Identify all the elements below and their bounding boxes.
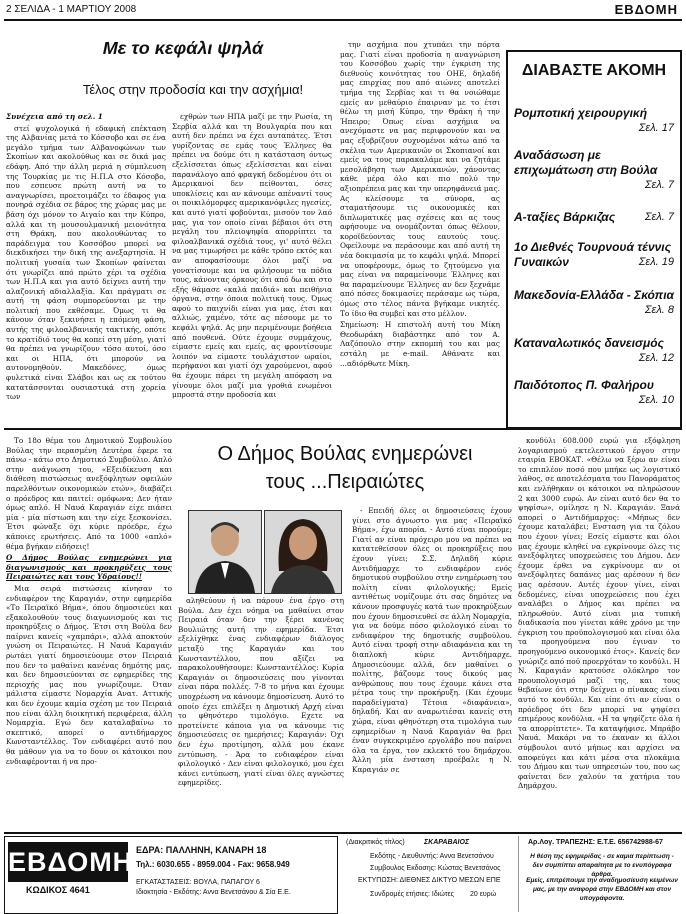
read-more-item-page: Σελ. 19: [638, 256, 674, 268]
article2-colC-text: - Επειδή όλες οι δημοσιεύσεις έχουν γίνει στο άγνωστο για μας «Πειραϊκό Βήμα», έχω απορία. - Αυτό είναι πορούμε; Γιατί αν είναι πρόχειρο μου να πρέπει να κατατεθείσουν όλες οι προκηρύξεις που έχουν γίνει; Σ.Σ. Δηλαδή κύριε Αντιδήμαρχε το ενδιαφέρον ενός δημοτικού συμβούλου στην ενημέρωση του πολίτη είναι φιλολογικής; Εμείς αντιθέτως νομίζουμε ότι σας δημότες να κάνουν προσφυγές κατά των προκηρύξεων που έχουν δημοσιευθεί σε άλλη Νομαρχία, για να δούμε πόσο φιλολογικό είναι το ενδιαφέρον της δημοτικής συμβούλου. Αυτό είναι τροφή στην αδιαφάνεια και τη διαπλοκή κύριε Αντιδήμαρχε. Δημοσιεύουμε αλλά, δεν μαθαίνει ο πολίτης, βάζουμε τους δικούς μας ανθρώπους που τους έχουμε κάνει στα μέτρα τους την προκήρυξη. (Και έχουμε παραδείγματα) Τέτοια «διαφάνεια», δηλαδή. Και αν αναρωτιέσαι κανείς στη χώρα, είναι φθηνότερη στα τιμολόγια των εφημερίδων η Ναυά Καραγιάν θα βρει έναν συγκεκριμένο εργολάβο που παίρνει όλα τα έργα, τον εκλεκτό του δημάρχου. Άλλη μία ένσταση προέβαλε η Ν. Καραγιάν σε: [352, 506, 512, 775]
footer-phones: Τηλ.: 6030.655 - 8959.004 - Fax: 9658.949: [136, 860, 290, 869]
read-more-item-title: Καταναλωτικός δανεισμός: [514, 336, 664, 350]
article2-colB-text: αληθεύουν ή να πάρουν ένα έργο στη Βούλα. Δεν έχει νόημα να μαθαίνει στον Πειραιά όταν δεν την ξέρει κανένας Βουλιώτης αυτή την εφημερίδα. Έτσι εξελίχθηκε ένας ενδιαφέρων διάλογος μεταξύ της Καραγιάν και του Κωνσταντέλλου, που αξίζει να παρακολουθήσουμε: Κωνσταντέλλος: Κυρία Καραγιάν οι δημοσιεύσεις που γίνονται είναι πάρα πολλές. 7-8 το μήνα και έχουμε υποχρέωση να κάνουμε δημοσίευση. Αυτό το οποίο έχει επιλέξει η Δημοτική Αρχή είναι το φθηνότερο τιμολόγιο. Εχετε να προτείνετε κάποια για να κάνουμε τις δημοσιεύσεις σε ημερήσιες; Καραγιάν: Όχι δεν έχω προτίμηση, αλλά μου έκανε εντύπωση. - Άρα το ενδιαφέρον είναι φιλολογικό - Δεν είναι φιλολογικό, μου έχει κάνει εντύπωση, γιατί είναι όλες αγνώστες εφημερίδες.: [178, 596, 344, 788]
read-more-box: [506, 50, 682, 429]
read-more-item-page: Σελ. 8: [644, 304, 674, 316]
read-more-item-title: Παιδότοπος Π. Φαλήρου: [514, 378, 654, 392]
article1-column-1: [6, 112, 166, 422]
article1-note: Σημείωση: Η επιστολή αυτή του Μίκη Θεοδωράκη διαβάστηκε από τον Α. Λαζόπουλο στην εκπομπή του και μας εστάλη με e-mail. Αθάνατε και ...αδιόρθωτε Μίκη.: [340, 320, 500, 368]
article1-col1-text: στεί ψυχολογικά ή εδαφική επέκταση της Αλβανίας μετά το Κόσσοβο και σε ένα μεγάλο τμήμα των Αλβανοφώνων των Σκοπίων και ακολούθως και σε δικά μας εδάφη. Από την άλλη μεριά η σύμπλευση της Τουρκίας με τις Η.Π.Α στο Κόσοβο, που εσπευσε πρώτη αυτή να το αναγνωρίσει, προετοιμάζει το έδαφος για πονηρά σχέδια σε βάρος της χώρας μας με βάση όχι μόνον το Αιγαίο και την Κύπρο, αλλά και τη μουσουλμανική μειονότητα στη Θράκη, που ακολουθώντας το παράδειγμα του Κοσσόβου μπορεί να διεκδικήσει την δική της ανεξαρτησία. Η πολιτική γυσαία των Σκοπίων φαίνεται ότι γνωρίζει από πρώτο χέρι τα σχέδια των Η.Π.Α και για αυτό δείχνει αυτή την αλαζονική αδιαλλαξία. Και πράγματι σε αυτή τη φάση συμπορεύονται με την πολιτική που εκθέσαμε. Όμως τι θα κάνουν όταν ξεκινήσει η επόμενη φάση, αυτής της φιλοαλβανικής τακτικής, οπότε το κρατίδιό τους θα κοπεί στη μέση, γιατί θα πρέπει να γνωρίζουν τόσο αυτοί, όσο και οι ΗΠΑ, ότι μπορούν να αυτονομηθούν. Μακεδόνες, όμως φυλετικά είναι Σλάβοι και ως εκ τούτου κατατάσσονται ουσιαστικά στη χορεία των: [6, 123, 166, 402]
photo-man: [188, 510, 262, 594]
article1-col2-text: εχθρών των ΗΠΑ μαζί με την Ρωσία, τη Σερβία αλλά και τη Βουλγαρία που και αυτή δεν πρέπει να έχει αυταπάτες. Έτσι γυρίζοντας σε εμάς τους Έλληνες θα πρέπει να δούμε ότι η κατάσταση όντως εξελίσσεται όπως εξελίσσεται και είναι παρανάλογο από φραγκή δεδομένου ότι οι Αμερικανοί δεν πείθονται, όσες υποκλίσεις και αν κάνουμε απέναντί τους οι ποικιλόμορφες αμερικανόφιλες ηγεσίες, και αυτό γιατί φοβούνται, μισούν τον λαό μας, για τον οποίο είναι βέβαιοι ότι στη μεγάλη του πλειοψηφία απορρίπτει τα φιλοαλβανικά σχέδιά τους, γι' αυτό θέλει να μας τιμωρήσει με κάθε τρόπο εκτός και αν αποφασίσουμε όλοι μαζί να γονατίσουμε και να φιλήσουμε τα πόδια τους, κάνοντας όρκους ότι από δω και στο εξής θάμασε «καλά παιδιά» και πειθήνια όργανα, στην όποια πολιτική τους. Όμως αφού το παιχνίδι είναι για μας, έτσι και αλλιώς, χαμένο, τότε ας πέσουμε με το κεφάλι ψηλά. Ας μην περιμένουμε βοήθεια από πουθενά. Ούτε έχουμε συμμάχους, είμαστε εμείς και εμείς, ας φροντίσουμε λοιπόν να είμαστε τουλάχιστον ωραίοι, περήφανοι και γιατί όχι χαρούμενοι, αφού θα έχουμε πάρει τη μεγάλη απόφαση να γίνουμε όλοι μαζί μια γροθιά ενωμένοι μπροστά στην προδοσία και: [172, 112, 332, 400]
footer-address: ΕΔΡΑ: ΠΑΛΛΗΝΗ, ΚΑΝΑΡΗ 18: [136, 845, 267, 855]
article2-headline-line2: τους ...Πειραιώτες: [265, 471, 425, 493]
footer-owner: Ιδιοκτησία - Εκδότης: Αννα Βενετσάνου & Σία Ε.Ε.: [136, 889, 291, 896]
article1-column-3: [340, 40, 500, 422]
photo-man-graphic: [189, 511, 261, 593]
article2-colD-text: κονδύλι 608.000 ευρώ για εξόφληση λογαριασμού εκτελεστικού έργου στην εταιρία ΕΒΟΚΑΤ. «Θέλω να ξέρω αν είναι το επιπλέον ποσό που μπήκε ως λογιστικό λάθος, σε αποτελέσματα του Πανοράματος και ενλήθηκαν οι κάτοικοι να πληρώσουν 2 και 3000 ευρώ. Αν είναι αυτό δεν θα το ψηφίσω», ομίλησε η Ν. Καραγιάν. Ξανά απορεί ο Αντιδήμαρχος: «Μήπως δεν έχουμε καταλάβει; Ενσταση για τα ζόλου που έχουν γίνει; Εσείς είμαστε και όλοι μας έχουμε κληθεί να εγκρίνουμε όλες τις ανεξόφλητες υποχρεώσεις του Δήμου. Δεν έχουμε έρθει να εγκρίνουμε αν οι ανεξόφλητες δαπάνες μας αρέσουν ή δεν μας αρέσουν. Αυτές έχουν γίνει, είναι δεδομένες, είναι υποχρεώσεις που έχει αναλάβει ο Δήμος και πρέπει να πληρωθούν. Αυτό είναι μια τυπική διαδικασία που γίνεται κάθε χρόνο με την έγκριση του προϋπολογισμού και είναι όλα τα προηγούμενα που έγιναν το προηγούμενο οικονομικό έτος». Κανείς δεν γνώριζε από πού προερχόταν το κονδύλι. Η Ν. Καραγιάν κρατούσε ολόκληρο τον προυπολογισμό μαζί της, και τους θεβαίωνε ότι στην δείχνει ο πίνακας είναι αυτό το κονδύλι. Και είπε ότι αν είναι ο πρόεδρος ότι δεν μπορεί να ψηφίσει επιμέρους κονδύλια. «Η τα ψηφίζετε όλα ή τα απορρίπτετε». Τα καταψήφισε. Μπράβο Ναυά. Μακάρι να το έκαναν κι άλλοι σύμβουλοι αυτό μήπως και αρχίσει να αποφεύγει και κάτι μέσα στα πλοκάμια του Δήμου και των υπηρεσιών του, που ως φαίνεται δεν χαλούν τα χατήρια του Δημάρχου.: [518, 436, 680, 791]
article2-headline: [180, 440, 510, 496]
read-more-title: ΔΙΑΒΑΣΤΕ ΑΚΟΜΗ: [521, 62, 667, 79]
article2-colA-highlight: Ο Δήμος Βούλας ενημερώνει για διαγωνισμούς και προκηρύξεις τους Πειραιώτες και τους Υδραίους!!: [6, 553, 172, 582]
header-rule: [4, 19, 682, 21]
read-more-item-page: Σελ. 17: [638, 122, 674, 134]
article1-headline: Με το κεφάλι ψηλά: [102, 38, 264, 58]
read-more-item[interactable]: [514, 336, 674, 366]
footer-rule: [4, 832, 682, 834]
footer-title-value: ΣΚΑΡΑΒΑΙΟΣ: [424, 839, 470, 846]
read-more-item-title: Αναδάσωση με επιχωμάτωση στη Βούλα: [514, 148, 658, 177]
footer-logo: ΕΒΔΟΜΗ: [8, 842, 128, 882]
article2-column-2: [178, 596, 344, 830]
footer-advisor: Συμβουλος Εκδοσης: Κώστας Βενετσάνος: [370, 865, 501, 872]
article2-colA2-text: Μια σειρά πιστώσεις κίνησαν το ενδιαφέρον της Καραγιάν, στην εφημερίδα «Το Πειραϊκό Βήμα», όπου δημοσιεύει και εξακολουθούν τους διαγωνισμούς και τις προκηρύξεις ο Δήμος. Έτσι στη Βούλα δεν παίρνει κανείς «χαμπάρι», αλλά αποκτούν γνώση οι Πειραιώτες. Η Ναυά Καραγιάν ρωτάει γιατί δημοσιεύουμε στον Πειραιά που δεν το μαθαίνει κανένας δημότης μας, και δεν δημοσιεύονται σε εφημερίδες της περιοχής μας που γνωρίζουμε. Όταν μάλιστα είμαστε Νομαρχία Ανατ. Αττικής και δεν έχουμε καμία σχέση με τον Πειραιά που είναι άλλη διοικητική περιφέρεια, άλλη Νομαρχία. Εγώ δεν καταλαβαίνω το σκεπτικό, απορεί ο αντιδήμαρχος Κωνσταντέλλος. Τον ενδιαφέρει αυτό που θα μάθουν για να το δουν οι κάτοικοι που ενδιαφέρονται ή να προ-: [6, 583, 172, 766]
read-more-item-title: Μακεδονία-Ελλάδα - Σκόπια: [514, 288, 674, 302]
read-more-item[interactable]: [514, 288, 674, 318]
footer-plant: ΕΓΚΑΤΑΣΤΑΣΕΙΣ: ΒΟΥΛΑ, ΠΑΠΑΓΟΥ 6: [136, 879, 260, 886]
read-more-item-page: Σελ. 10: [638, 394, 674, 406]
article2-headline-line1: Ο Δήμος Βούλας ενημερώνει: [217, 443, 473, 465]
article2-colA-text: Το 18ο θέμα του Δημοτικού Συμβουλίου Βούλας την περασμένη Δευτέρα έφερε τα πάνω - κάτω στο Δημοτικό Συμβούλιο. Απλό στην ανάγνωση του, «Εξειδίκευση και διάθεση πιστώσεως ανεξόφλητων οφειλών παρελθόντων οικονομικών ετών», διαβάζει ο πρόεδρος και παιτεί: ομόφωνα; Δεν ήταν όμως απλό. Η Ναυά Καραγιάν είχε πιάσει μία - μία πίστωση και την είχε ξεσκονίσει. Έτσι φώναξε όχι κύριε πρόεδρε, έχω κάποιες ερωτήσεις. Από τα 1000 «απλό» θέμα βγήκαν ειδήσεις!: [6, 436, 172, 551]
read-more-item[interactable]: [514, 378, 674, 408]
footer-bank: Αρ.Λογ. ΤΡΑΠΕΖΗΣ: Ε.Τ.Ε. 656742988-67: [528, 839, 663, 846]
read-more-item[interactable]: [514, 106, 674, 136]
footer-disclaimer-1: Η θέση της εφημερίδας - σε καμια περίπτωση - δεν συμπίπτει απαραίτητα με το ενυπόγραφα άρθρα.: [530, 853, 674, 878]
article1-col3-text: την ασχήμια που χτυπάει την πόρτα μας. Γιατί είναι προδοσία η αναγνώριση του Κοσσόβου χωρίς την έγκριση της διεθνούς κοινότητας του ΟΗΕ, δηλαδή μας επιρχίας που από αιώνες αποτελεί τμήμα της Σερβίας και τι θα νοιώθαμε εμείς αν μεθαύριο έπαιρναν με το έτσι θέλω τη μισή Κύπρο, την Θράκη ή την Ήπειρο; Όπως είναι ασχήμια να ανεχόμαστε να μας περιφρονούν και να μας εξυβρίζουν συχνομένοι κάτω από τα σκέλια των Αμερικανών οι Σκοπιανοί και εμείς να τους παρακαλάμε και να ζητάμε μεσολάβηση των Αμερικανών, χάνοντας κάθε μέρα όλο και πιο πολύ την αξιοπρέπεια μας και την υπερηφάνειά μας. Ας κλείσουμε τα σύνορα, ας σταματήσουμε τις οικονομικές και διπλωματικές μας σχέσεις και ας τους αφήσουμε να ονομάζονται όπως θέλουν, κοροϊδεύοντας τους εαυτούς τους. Οφείλουμε να περάσουμε και από αυτή τη νέα δοκιμασία με το κεφάλι ψηλά. Μπορεί να υποφέρουμε, όμως το ζητούμενο για μας είναι να παραμείνουμε Έλληνες και θα παραμείνουμε Έλληνες αν δεν ξεχνάμε από πόσες δοκιμασίες περάσαμε ως τώρα, όμως στο τέλος πάντα βγήκαμε νικητές. Το ίδιο θα συμβεί και στο μέλλον.: [340, 40, 500, 318]
footer-subscription-price: 20 ευρώ: [470, 891, 497, 898]
article1-column-2: [172, 112, 332, 422]
footer-editor: Εκδότης - Διευθυντής: Αννα Βενετσάνου: [370, 853, 494, 860]
read-more-item[interactable]: [514, 148, 674, 193]
read-more-item[interactable]: [514, 240, 674, 270]
footer-divider: [518, 836, 519, 912]
article1-subtitle: Τέλος στην προδοσία και την ασχήμια!: [82, 82, 304, 97]
read-more-item-page: Σελ. 12: [638, 352, 674, 364]
read-more-item-title: Ρομποτική χειρουργική: [514, 106, 648, 120]
footer-printer: ΕΚΤΥΠΩΣΗ: ΔΙΕΘΝΕΣ ΔΙΚΤΥΟ ΜΕΣΩΝ ΕΠΕ: [358, 877, 501, 884]
read-more-item[interactable]: [514, 210, 674, 225]
page-header-logo: ΕΒΔΟΜΗ: [614, 2, 678, 17]
read-more-item-page: Σελ. 7: [644, 211, 674, 223]
read-more-item-page: Σελ. 7: [644, 179, 674, 191]
article2-column-1: [6, 436, 172, 830]
section-divider: [4, 428, 682, 430]
photo-woman: [264, 510, 342, 594]
footer-disclaimer-2: Εμείς, επιτρέπουμε την αναδημοσίευση κειμένων μας, με την αναφορά στην ΕΒΔΟΜΗ και στον υπογράφοντα.: [526, 877, 678, 902]
read-more-item-title: 1ο Διεθνές Τουρνουά τέννις Γυναικών: [514, 240, 672, 269]
page-header-date: 2 ΣΕΛΙΔΑ - 1 ΜΑΡΤΙΟΥ 2008: [6, 4, 137, 15]
footer-code: ΚΩΔΙΚΟΣ 4641: [26, 885, 90, 895]
article1-continued: Συνέχεια από τη σελ. 1: [6, 112, 103, 121]
photo-woman-graphic: [265, 511, 341, 593]
article2-column-4: [518, 436, 680, 830]
footer-title-label: (Διακριτικός τίτλος): [346, 839, 405, 846]
read-more-item-title: Α-ταξίες Βάρκιζας: [514, 210, 616, 224]
footer-subscriptions: Συνδρομές ετήσιες: Ιδιώτες: [370, 891, 454, 898]
article2-column-3: [352, 506, 512, 830]
